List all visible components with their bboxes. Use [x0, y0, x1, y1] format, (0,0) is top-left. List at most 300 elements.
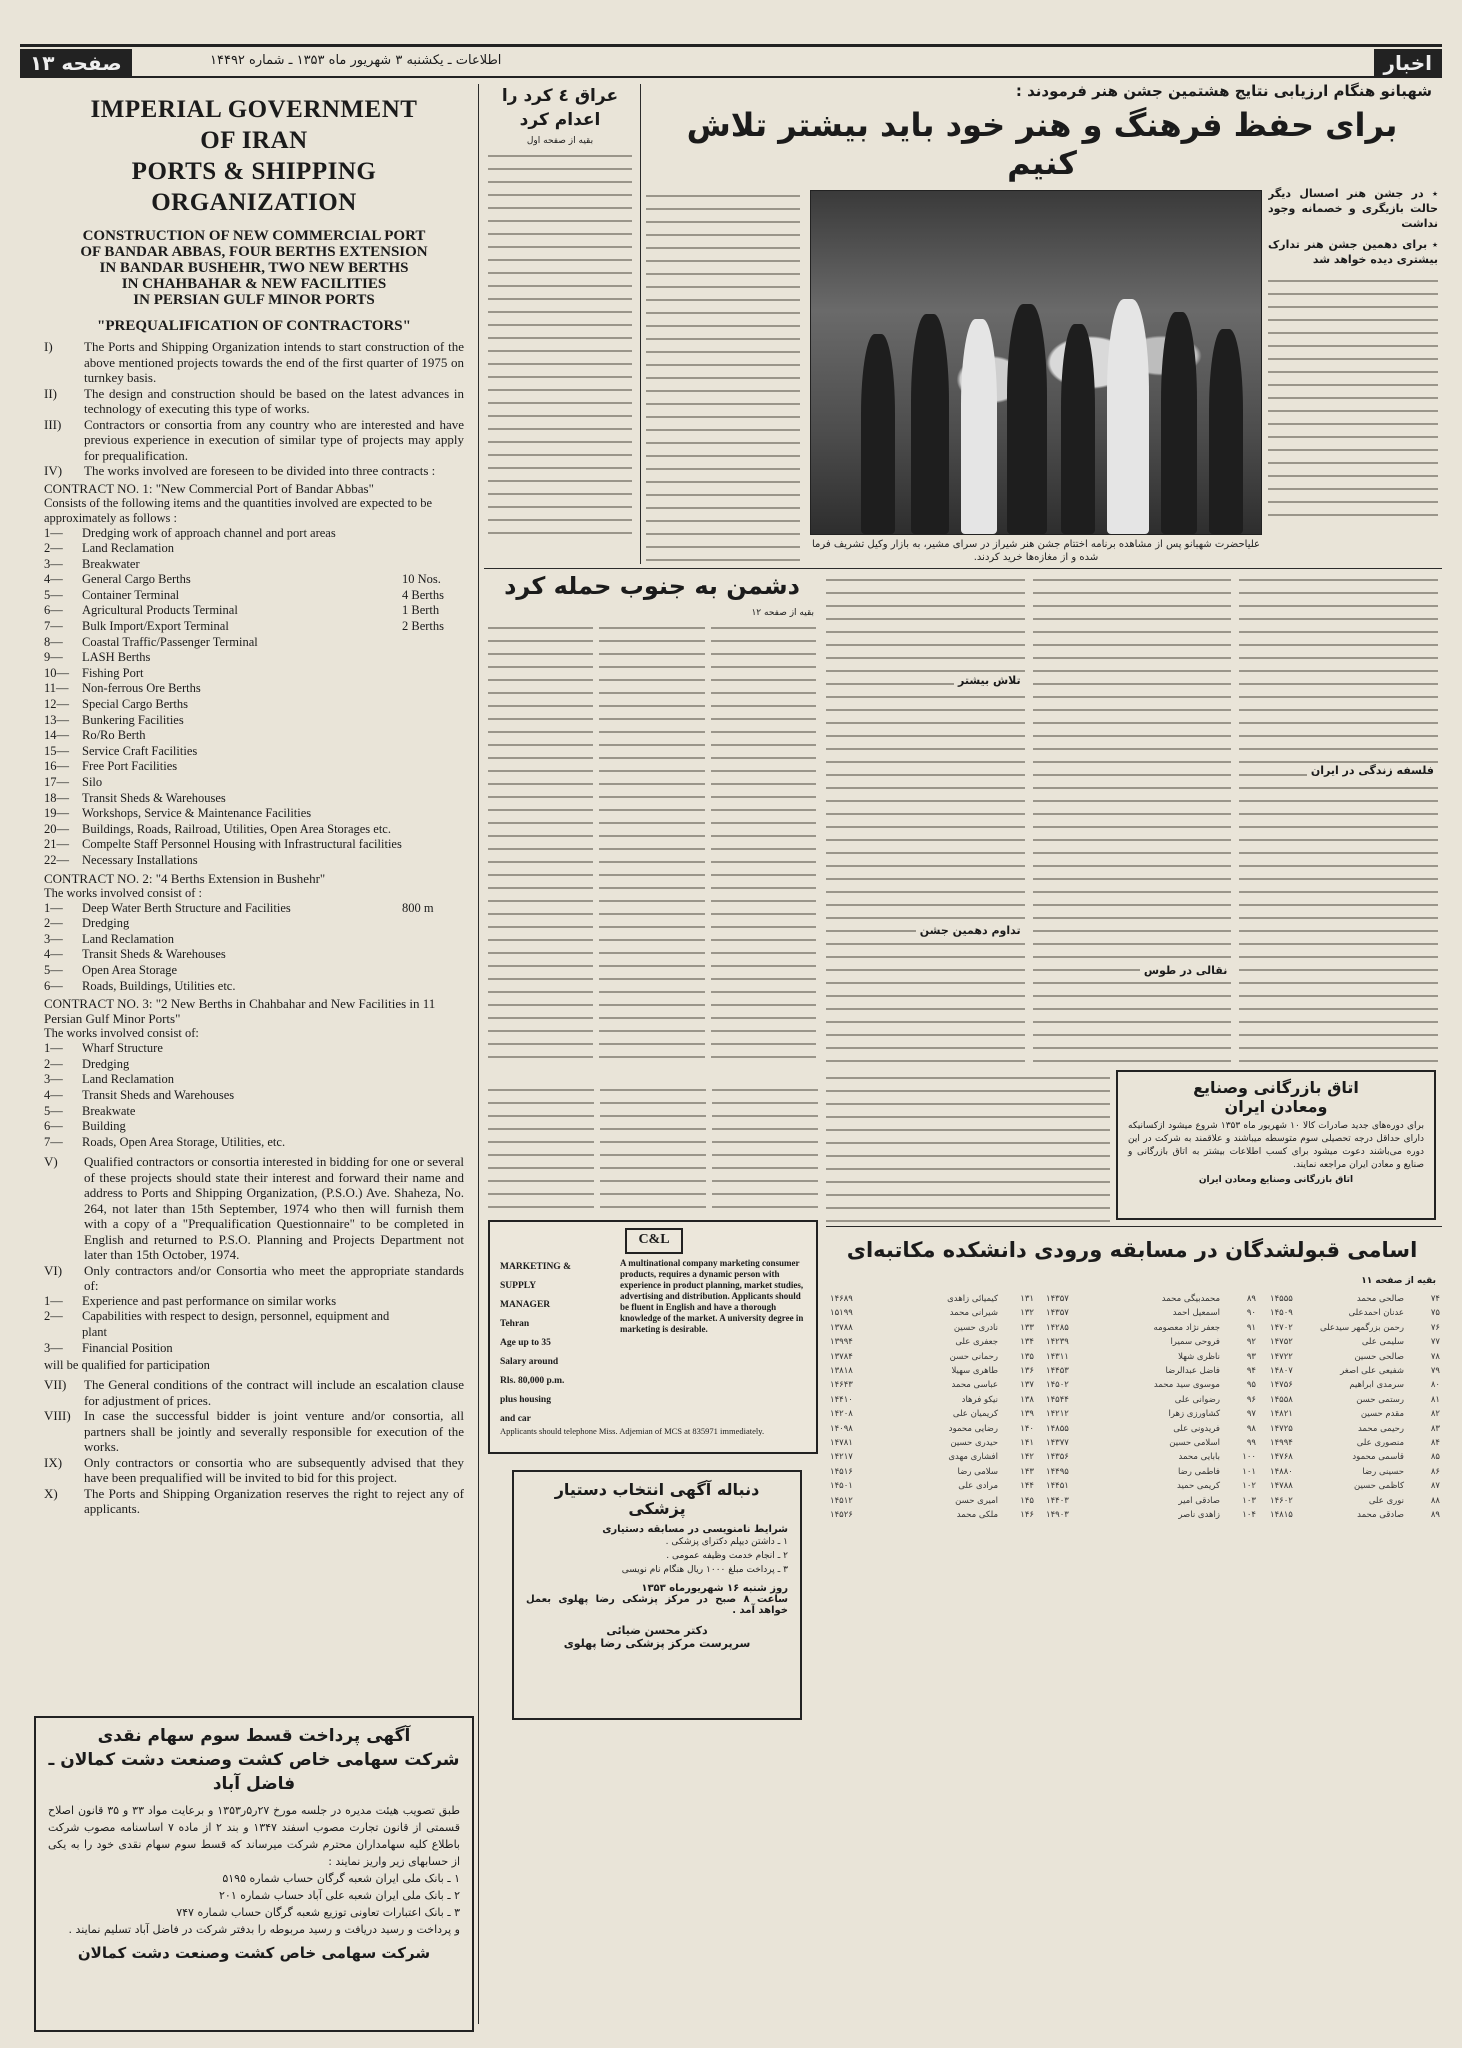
item-quantity: [402, 650, 464, 666]
contract-1-item: [44, 822, 464, 838]
candidate-name: صادقی محمد: [1357, 1510, 1404, 1521]
name-row: [1270, 1306, 1440, 1320]
clause-number: III): [44, 416, 62, 432]
item-text: Transit Sheds & Warehouses: [82, 790, 226, 805]
item-text: Silo: [82, 775, 103, 789]
item-text: Dredging: [82, 916, 130, 931]
candidate-name: سلیمی علی: [1361, 1337, 1404, 1348]
notice-title-1: آگهی پرداخت قسط سوم سهام نقدی: [97, 1726, 411, 1746]
row-number: ۹۶: [1246, 1394, 1256, 1405]
candidate-code: ۱۴۸۲۱: [1270, 1409, 1293, 1420]
name-row: [1270, 1407, 1440, 1421]
name-row: [1046, 1393, 1256, 1407]
item-quantity: [402, 1119, 464, 1135]
candidate-name: رحمن بزرگمهر سیدعلی: [1320, 1322, 1404, 1333]
row-number: ۹۷: [1246, 1409, 1256, 1420]
candidate-code: ۱۴۷۵۶: [1270, 1380, 1293, 1391]
candidate-name: فاضل عبدالرضا: [1165, 1366, 1220, 1377]
candidate-code: ۱۴۶۰۲: [1270, 1495, 1293, 1506]
candidate-code: ۱۴۵۰۲: [1046, 1380, 1069, 1391]
item-number: 6—: [44, 603, 63, 618]
item-quantity: [402, 557, 464, 573]
chamber-title-2: ومعادن ایران: [1224, 1097, 1328, 1116]
row-number: ۹۹: [1246, 1438, 1256, 1449]
row-number: ۱۳۴: [1020, 1337, 1034, 1348]
contract-2-item: [44, 979, 464, 995]
row-number: ۷۹: [1430, 1366, 1440, 1377]
candidate-code: ۱۳۸۱۸: [830, 1366, 853, 1377]
exam-list-lead: بقیه از صفحه ۱۱: [1361, 1276, 1436, 1286]
contract-1-item: [44, 837, 464, 853]
item-number: 14—: [44, 728, 69, 743]
item-number: 1—: [44, 900, 63, 915]
name-row: [830, 1407, 1034, 1421]
candidate-code: ۱۵۱۹۹: [830, 1308, 853, 1319]
candidate-code: ۱۴۳۵۶: [1046, 1452, 1069, 1463]
item-quantity: 4 Berths: [402, 587, 445, 602]
item-text: Building: [82, 1119, 126, 1134]
iraq-body: [488, 150, 632, 540]
name-row: [1270, 1479, 1440, 1493]
candidate-code: ۱۴۲۱۲: [1046, 1409, 1069, 1420]
name-row: [1046, 1407, 1256, 1421]
clause-text: Contractors or consortia from any country who are interested and have previous experience in execution of similar type of projects may apply for prequalification.: [84, 416, 464, 463]
item-quantity: [402, 916, 464, 932]
cl-job-ad: [488, 1220, 818, 1454]
item-number: 13—: [44, 712, 69, 727]
candidate-name: عباسی محمد: [951, 1380, 998, 1391]
item-quantity: [402, 1041, 464, 1057]
clause-top-0: [44, 339, 464, 386]
name-row: [830, 1364, 1034, 1378]
candidate-name: مرادی علی: [958, 1481, 998, 1492]
candidate-name: سرمدی ابراهیم: [1349, 1380, 1404, 1391]
contract-1-intro: Consists of the following items and the quantities involved are expected to be approximately as follows :: [44, 495, 433, 525]
row-number: ۱۰۱: [1242, 1466, 1256, 1477]
row-number: ۹۲: [1246, 1337, 1256, 1348]
item-text: Dredging work of approach channel and port areas: [82, 525, 336, 540]
contract-1-item: [44, 526, 464, 542]
item-quantity: [402, 1309, 464, 1340]
candidate-code: ۱۴۷۸۱: [830, 1438, 853, 1449]
clause-vi: VI) Only contractors and/or Consortia who meet the appropriate standards of:: [44, 1262, 464, 1294]
clause-bottom-3: [44, 1486, 464, 1517]
candidate-code: ۱۴۵۴۴: [1046, 1394, 1069, 1405]
exam-list-headline: اسامی قبولشدگان در مسابقه ورودی دانشکده مکاتبه‌ای: [846, 1238, 1418, 1262]
item-number: 2—: [44, 1056, 63, 1071]
item-text: Agricultural Products Terminal: [82, 603, 238, 618]
name-row: [1270, 1378, 1440, 1392]
chamber-commerce-box: [1116, 1070, 1436, 1220]
main-bullets: [1268, 186, 1438, 566]
name-row: [1270, 1436, 1440, 1450]
item-number: 5—: [44, 587, 63, 602]
row-number: ۱۰۲: [1242, 1481, 1256, 1492]
row-number: ۱۰۰: [1242, 1452, 1256, 1463]
row-number: ۱۳۵: [1020, 1351, 1034, 1362]
medical-sub: شرایط نامنویسی در مسابقه دستیاری: [602, 1524, 788, 1535]
candidate-code: ۱۴۵۲۶: [830, 1510, 853, 1521]
notice-account-2: ۲ ـ بانک ملی ایران شعبه علی آباد حساب شماره ۲۰۱: [219, 1889, 460, 1902]
contract-2-intro: The works involved consist of :: [44, 885, 202, 900]
main-bullet-1: ٭ در جشن هنر اصسال دیگر حالت بازیگری و خصمانه وجود نداشت: [1268, 187, 1438, 230]
row-number: ۸۵: [1430, 1452, 1440, 1463]
item-number: 11—: [44, 681, 69, 696]
row-number: ۸۲: [1430, 1409, 1440, 1420]
candidate-name: جعفر نژاد معصومه: [1153, 1322, 1220, 1333]
candidate-name: نادری حسین: [953, 1322, 998, 1333]
item-text: Transit Sheds & Warehouses: [82, 947, 226, 962]
chamber-sign: اتاق بازرگانی وصنایع ومعادن ایران: [1198, 1175, 1354, 1185]
name-row: [1270, 1350, 1440, 1364]
contract-1-item: [44, 666, 464, 682]
clause-text: The Ports and Shipping Organization intends to start construction of the above mentioned projects towards the end of the first quarter of 1975 on turnkey basis.: [84, 339, 464, 385]
name-row: [1270, 1364, 1440, 1378]
enemy-headline: دشمن به جنوب حمله کرد: [504, 572, 800, 600]
row-number: ۱۳۹: [1020, 1409, 1034, 1420]
item-text: Non-ferrous Ore Berths: [82, 681, 201, 696]
medical-title-1: دنباله آگهی انتخاب دستیار: [554, 1480, 760, 1499]
item-number: 4—: [44, 947, 63, 962]
name-row: [1046, 1465, 1256, 1479]
name-row: [830, 1306, 1034, 1320]
notice-title-3: فاضل آباد: [212, 1774, 296, 1794]
candidate-name: امیری حسن: [955, 1495, 998, 1506]
row-number: ۱۰۴: [1242, 1510, 1256, 1521]
row-number: ۹۰: [1246, 1308, 1256, 1319]
name-row: [1270, 1450, 1440, 1464]
candidate-name: نوری علی: [1368, 1495, 1404, 1506]
clause-vi-item: [44, 1294, 464, 1310]
contract-1-item: [44, 853, 464, 869]
candidate-name: شفیعی علی اصغر: [1340, 1366, 1404, 1377]
medical-sign-2: سرپرست مرکز پزشکی رضا پهلوی: [563, 1637, 751, 1650]
name-row: [830, 1335, 1034, 1349]
item-quantity: [402, 1072, 464, 1088]
clause-text: The Ports and Shipping Organization reserves the right to reject any of applicants.: [84, 1485, 464, 1517]
medical-title-2: پزشکی: [628, 1499, 686, 1518]
row-number: ۸۱: [1430, 1394, 1440, 1405]
item-quantity: [402, 1294, 464, 1310]
medical-sign-1: دکتر محسن ضیائی: [606, 1624, 708, 1637]
item-text: Bunkering Facilities: [82, 712, 184, 727]
names-column-left: [830, 1292, 1034, 2032]
contract-1-heading: CONTRACT NO. 1: "New Commercial Port of Bandar Abbas": [44, 480, 374, 496]
name-row: [1270, 1321, 1440, 1335]
name-row: [1046, 1292, 1256, 1306]
item-quantity: [402, 963, 464, 979]
candidate-code: ۱۳۷۸۴: [830, 1351, 853, 1362]
item-quantity: [402, 1135, 464, 1151]
row-number: ۸۰: [1430, 1380, 1440, 1391]
candidate-name: کریمی حمید: [1177, 1481, 1220, 1492]
row-number: ۸۴: [1430, 1438, 1440, 1449]
item-number: 19—: [44, 806, 69, 821]
main-story-body: [646, 190, 800, 570]
item-text: Deep Water Berth Structure and Facilities: [82, 900, 291, 915]
item-text: Capabilities with respect to design, personnel, equipment and plant: [82, 1309, 390, 1339]
prequal-title: "PREQUALIFICATION OF CONTRACTORS": [97, 318, 411, 334]
main-headline: برای حفظ فرهنگ و هنر خود باید بیشتر تلاش کنیم: [686, 106, 1398, 182]
candidate-name: ناظری شهلا: [1178, 1351, 1220, 1362]
candidate-name: رضوانی علی: [1174, 1394, 1220, 1405]
contract-1-item: [44, 697, 464, 713]
row-number: ۱۳۷: [1020, 1380, 1034, 1391]
item-quantity: 2 Berths: [402, 619, 445, 634]
contract-3-item: [44, 1104, 464, 1120]
item-quantity: [402, 932, 464, 948]
enemy-lead: بقیه از صفحه ۱۲: [751, 608, 814, 618]
item-quantity: [402, 744, 464, 760]
candidate-name: اسمعیل احمد: [1172, 1308, 1220, 1319]
item-quantity: [402, 1341, 464, 1357]
item-quantity: 10 Nos.: [402, 572, 441, 587]
name-row: [830, 1422, 1034, 1436]
item-text: Free Port Facilities: [82, 759, 178, 774]
row-number: ۱۳۲: [1020, 1308, 1034, 1319]
sub-heading-tenth: تداوم دهمین جشن: [916, 924, 1025, 937]
clause-number: VII): [44, 1377, 67, 1393]
item-quantity: [402, 1088, 464, 1104]
row-number: ۹۴: [1246, 1366, 1256, 1377]
imperial-subtitle: CONSTRUCTION OF NEW COMMERCIAL PORT OF BANDAR ABBAS, FOUR BERTHS EXTENSION IN BANDAR BUSHEHR, TWO NEW BERTHS IN CHAHBAHAR & NEW FACILITIES IN PERSIAN GULF MINOR PORTS: [80, 228, 428, 308]
candidate-name: شیرانی محمد: [949, 1308, 998, 1319]
item-number: 3—: [44, 1072, 63, 1087]
name-row: [830, 1494, 1034, 1508]
item-quantity: [402, 1057, 464, 1073]
clause-text: The General conditions of the contract will include an escalation clause for adjustment of prices.: [84, 1377, 464, 1408]
candidate-name: عدنان احمدعلی: [1348, 1308, 1404, 1319]
row-number: ۸۶: [1430, 1466, 1440, 1477]
candidate-code: ۱۴۹۹۴: [1270, 1438, 1293, 1449]
candidate-name: افشاری مهدی: [948, 1452, 998, 1463]
item-text: Dredging: [82, 1056, 130, 1071]
name-row: [1270, 1465, 1440, 1479]
iraq-story: [484, 84, 636, 564]
item-number: 18—: [44, 790, 69, 805]
candidate-name: فریدونی علی: [1173, 1423, 1220, 1434]
name-row: [1046, 1479, 1256, 1493]
candidate-name: رضایی محمود: [948, 1423, 998, 1434]
contract-1-item: [44, 681, 464, 697]
candidate-name: محمدبیگی محمد: [1161, 1294, 1220, 1304]
item-number: 1—: [44, 525, 63, 540]
candidate-code: ۱۴۲۸۵: [1046, 1322, 1069, 1333]
sub-heading-effort: تلاش بیشتر: [954, 674, 1025, 687]
main-photo-caption: علیاحضرت شهبانو پس از مشاهده برنامه اختتام جشن هنر شیراز در سرای مشیر، به بازار وکیل تشریف فرما شده و از مغازه‌ها خرید کردند.: [812, 539, 1260, 563]
row-number: ۸۷: [1430, 1481, 1440, 1492]
contract-1-item: [44, 557, 464, 573]
clauses-bottom: [44, 1377, 464, 1517]
row-number: ۱۳۸: [1020, 1394, 1034, 1405]
candidate-name: رستمی حسن: [1356, 1394, 1404, 1405]
candidate-name: رحیمی محمد: [1357, 1423, 1404, 1434]
notice-account-1: ۱ ـ بانک ملی ایران شعبه گرگان حساب شماره ۵۱۹۵: [222, 1872, 460, 1885]
contract-1-items: [44, 526, 464, 869]
candidate-name: مقدم حسین: [1360, 1409, 1404, 1420]
cl-logo: C&L: [625, 1228, 683, 1254]
contract-3-intro: The works involved consist of:: [44, 1026, 199, 1041]
exam-list-story: [826, 1232, 1438, 1272]
item-quantity: [402, 837, 464, 853]
name-row: [1270, 1494, 1440, 1508]
row-number: ۱۴۲: [1020, 1452, 1034, 1463]
candidate-code: ۱۴۷۰۲: [1270, 1322, 1293, 1333]
cl-right-text: A multinational company marketing consumer products, requires a dynamic person with experience in product planning, market studies, advertising and distribution. Applicants should be fluent in English and have a thorough knowledge of the market. A university degree in marketing is desirable.: [620, 1258, 804, 1334]
name-row: [830, 1479, 1034, 1493]
item-number: 1—: [44, 1041, 63, 1056]
candidate-code: ۱۴۴۱۰: [830, 1394, 853, 1405]
row-number: ۱۳۱: [1020, 1294, 1034, 1304]
contract-1-item: [44, 603, 464, 619]
item-text: Breakwater: [82, 556, 140, 571]
candidate-name: نیکو فرهاد: [961, 1394, 998, 1405]
item-text: Workshops, Service & Maintenance Facilities: [82, 806, 312, 821]
clauses-top: [44, 339, 464, 479]
item-quantity: [402, 775, 464, 791]
row-number: ۷۸: [1430, 1351, 1440, 1362]
name-row: [1046, 1306, 1256, 1320]
item-text: Coastal Traffic/Passenger Terminal: [82, 634, 258, 649]
name-row: [830, 1321, 1034, 1335]
item-text: Bulk Import/Export Terminal: [82, 619, 229, 634]
row-number: ۷۴: [1430, 1294, 1440, 1304]
name-row: [830, 1292, 1034, 1306]
candidate-code: ۱۴۲۱۷: [830, 1452, 853, 1463]
item-text: Necessary Installations: [82, 852, 198, 867]
name-row: [830, 1465, 1034, 1479]
medical-item-2: ۲ ـ انجام خدمت وظیفه عمومی .: [666, 1551, 788, 1561]
name-row: [1046, 1436, 1256, 1450]
row-number: ۱۴۴: [1020, 1481, 1034, 1492]
contract-3-item: [44, 1088, 464, 1104]
name-row: [1270, 1393, 1440, 1407]
name-row: [1046, 1378, 1256, 1392]
contract-1-item: [44, 759, 464, 775]
row-number: ۸۳: [1430, 1423, 1440, 1434]
row-number: ۱۰۳: [1242, 1495, 1256, 1506]
item-number: 9—: [44, 650, 63, 665]
contract-3-item: [44, 1072, 464, 1088]
item-text: Financial Position: [82, 1340, 173, 1355]
candidate-code: ۱۴۳۵۷: [1046, 1294, 1069, 1304]
item-number: 5—: [44, 962, 63, 977]
name-row: [1046, 1494, 1256, 1508]
candidate-code: ۱۴۹۰۳: [1046, 1510, 1069, 1521]
row-number: ۸۹: [1430, 1510, 1440, 1521]
name-row: [1270, 1335, 1440, 1349]
clause-number: I): [44, 339, 53, 354]
contract-1-item: [44, 650, 464, 666]
candidate-code: ۱۴۶۸۹: [830, 1294, 853, 1304]
candidate-name: فاطمی رضا: [1177, 1466, 1220, 1477]
item-number: 10—: [44, 665, 69, 680]
item-number: 1—: [44, 1293, 63, 1308]
name-row: [1270, 1508, 1440, 1522]
row-number: ۱۴۶: [1020, 1510, 1034, 1521]
name-row: [1046, 1422, 1256, 1436]
item-number: 5—: [44, 1103, 63, 1118]
name-row: [830, 1378, 1034, 1392]
candidate-name: زاهدی ناصر: [1178, 1510, 1220, 1521]
clause-text: The works involved are foreseen to be divided into three contracts :: [84, 463, 436, 478]
item-number: 22—: [44, 852, 69, 867]
notice-signature: شرکت سهامی خاص کشت وصنعت دشت کمالان: [77, 1944, 431, 1962]
imperial-tender-ad: [34, 88, 474, 1708]
candidate-name: فروحی سمیرا: [1170, 1337, 1220, 1348]
name-row: [830, 1350, 1034, 1364]
name-row: [1046, 1350, 1256, 1364]
medical-item-3: ۳ ـ پرداخت مبلغ ۱۰۰۰ ریال هنگام نام نویسی: [621, 1565, 788, 1575]
clause-number: X): [44, 1485, 58, 1501]
item-number: 3—: [44, 931, 63, 946]
candidate-name: کشاورزی زهرا: [1168, 1409, 1220, 1420]
item-text: LASH Berths: [82, 650, 151, 665]
clause-top-1: [44, 386, 464, 417]
row-number: ۸۹: [1246, 1294, 1256, 1304]
item-number: 17—: [44, 775, 69, 789]
clause-text: In case the successful bidder is joint venture and/or consortia, all partners shall be jointly and severally responsible for execution of the works.: [84, 1408, 464, 1455]
item-number: 2—: [44, 1309, 63, 1324]
page-header: [20, 44, 1442, 78]
candidate-name: صالحی محمد: [1356, 1294, 1404, 1304]
candidate-code: ۱۴۷۵۲: [1270, 1337, 1293, 1348]
candidate-code: ۱۴۳۵۷: [1046, 1308, 1069, 1319]
contract-2-item: [44, 963, 464, 979]
row-number: ۱۴۱: [1020, 1438, 1034, 1449]
iraq-lead: بقیه از صفحه اول: [526, 136, 594, 146]
candidate-code: ۱۴۴۵۳: [1046, 1366, 1069, 1377]
contract-1-item: [44, 541, 464, 557]
contract-2-heading: CONTRACT NO. 2: "4 Berths Extension in Bushehr": [44, 870, 326, 886]
item-number: 2—: [44, 541, 63, 556]
names-column-right: [1270, 1292, 1440, 2032]
notice-account-3: ۳ ـ بانک اعتبارات تعاونی توزیع شعبه گرگان حساب شماره ۷۴۷: [176, 1906, 460, 1919]
candidate-name: کیمیائی زاهدی: [947, 1294, 998, 1304]
row-number: ۹۱: [1246, 1322, 1256, 1333]
item-quantity: 1 Berth: [402, 603, 440, 618]
clause-top-2: [44, 417, 464, 464]
item-text: Roads, Open Area Storage, Utilities, etc.: [82, 1134, 286, 1149]
candidate-code: ۱۴۵۱۲: [830, 1495, 853, 1506]
name-row: [1270, 1292, 1440, 1306]
item-number: 4—: [44, 572, 63, 587]
candidate-code: ۱۴۸۵۵: [1046, 1423, 1069, 1434]
item-number: 8—: [44, 634, 63, 649]
candidate-code: ۱۴۸۸۰: [1270, 1466, 1293, 1477]
item-text: Land Reclamation: [82, 931, 174, 946]
clause-top-3: [44, 463, 464, 479]
contract-2-item: [44, 901, 464, 917]
item-quantity: [402, 713, 464, 729]
clause-bottom-1: [44, 1408, 464, 1455]
main-kicker: شهبانو هنگام ارزیابی نتایج هشتمین جشن هنر فرمودند :: [1015, 82, 1432, 100]
sub-heading-philosophy: فلسفه زندگی در ایران: [1307, 764, 1438, 777]
item-number: 3—: [44, 556, 63, 571]
row-number: ۷۶: [1430, 1322, 1440, 1333]
candidate-name: کریمیان علی: [952, 1409, 998, 1420]
candidate-code: ۱۴۲۰۸: [830, 1409, 853, 1420]
candidate-code: ۱۴۴۵۱: [1046, 1481, 1069, 1492]
item-text: Compelte Staff Personnel Housing with Infrastructural facilities: [82, 837, 402, 852]
candidate-code: ۱۴۴۹۵: [1046, 1466, 1069, 1477]
contract-1-item: [44, 791, 464, 807]
item-number: 21—: [44, 837, 69, 852]
item-number: 4—: [44, 1087, 63, 1102]
name-row: [830, 1393, 1034, 1407]
clause-number: VIII): [44, 1408, 71, 1424]
item-quantity: [402, 666, 464, 682]
